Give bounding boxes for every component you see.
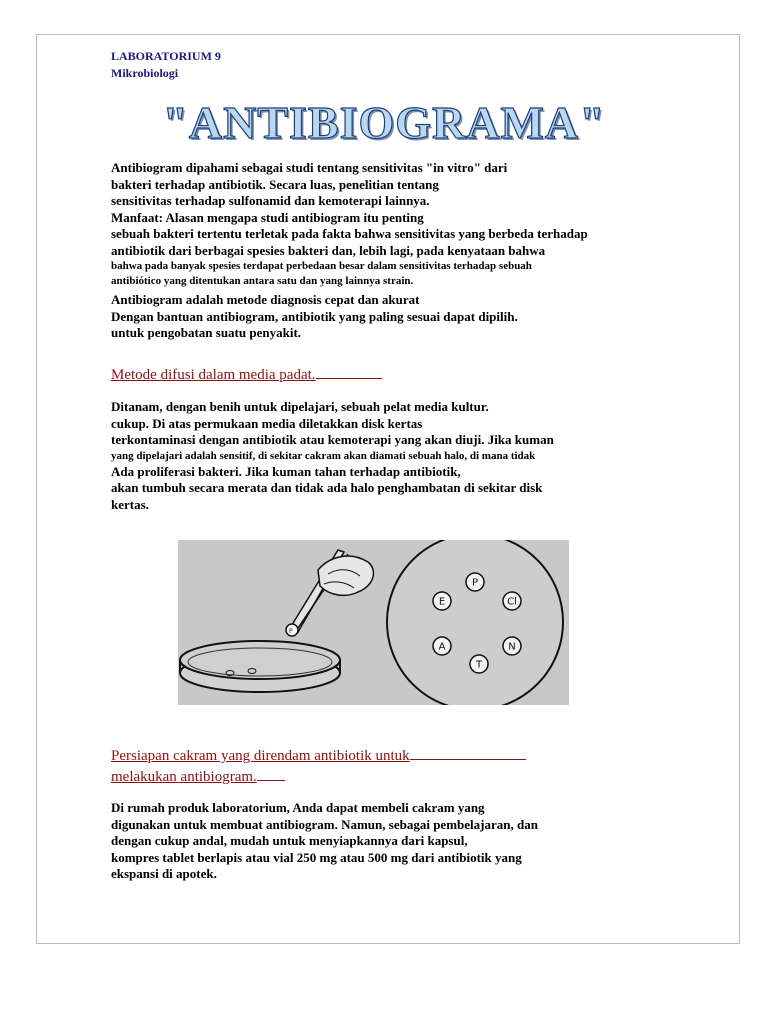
text-line: cukup. Di atas permukaan media diletakkan disk kertas — [111, 415, 423, 431]
antibiotic-disk-label: A — [438, 641, 446, 653]
text-line: Dengan bantuan antibiogram, antibiotik yang paling sesuai dapat dipilih. — [111, 308, 518, 324]
section-heading-preparation: Persiapan cakram yang direndam antibiotik untuk melakukan antibiogram. — [111, 745, 526, 787]
text-line: yang dipelajari adalah sensitif, di sekitar cakram akan diamati sebuah halo, di mana tidak — [111, 449, 536, 462]
intro-paragraph — [111, 160, 588, 342]
text-line: kertas. — [111, 496, 149, 512]
text-line: digunakan untuk membuat antibiogram. Namun, sebagai pembelajaran, dan — [111, 816, 538, 832]
text-line: untuk pengobatan suatu penyakit. — [111, 325, 302, 340]
text-line: terkontaminasi dengan antibiotik atau kemoterapi yang akan diuji. Jika kuman — [111, 432, 554, 447]
lab-subject: Mikrobiologi — [111, 66, 179, 80]
text-line: Antibiogram adalah metode diagnosis cepat dan akurat — [111, 292, 420, 307]
lab-header — [111, 48, 221, 82]
text-line: antibiotik dari berbagai spesies bakteri dan, lebih lagi, pada kenyataan bahwa — [111, 242, 546, 258]
text-line: Ada proliferasi bakteri. Jika kuman tahan terhadap antibiotik, — [111, 463, 461, 479]
text-line: sebuah bakteri tertentu terletak pada fakta bahwa sensitivitas yang berbeda terhadap — [111, 226, 588, 241]
lab-number: LABORATORIUM 9 — [111, 49, 221, 63]
text-line: Ditanam, dengan benih untuk dipelajari, sebuah pelat media kultur. — [111, 399, 489, 414]
text-line: bakteri terhadap antibiotik. Secara luas, penelitian tentang — [111, 176, 439, 192]
preparation-paragraph — [111, 800, 538, 883]
section-heading-diffusion: Metode difusi dalam media padat. — [111, 364, 382, 385]
antibiotic-disk-label: E — [438, 596, 446, 608]
text-line: kompres tablet berlapis atau vial 250 mg atau 500 mg dari antibiotik yang — [111, 849, 522, 865]
text-line: Di rumah produk laboratorium, Anda dapat membeli cakram yang — [111, 800, 485, 815]
petri-dish-drawing — [178, 540, 569, 705]
antibiotic-disk-label: Cl — [507, 596, 517, 608]
antibiotic-disk-label: N — [508, 641, 516, 653]
text-line: Antibiogram dipahami sebagai studi tentang sensitivitas "in vitro" dari — [111, 160, 508, 175]
text-line: bahwa pada banyak spesies terdapat perbedaan besar dalam sensitivitas terhadap sebuah — [111, 260, 532, 272]
diffusion-paragraph — [111, 399, 554, 513]
text-line: antibiótico yang ditentukan antara satu dan yang lainnya strain. — [111, 275, 414, 287]
text-line: Manfaat: Alasan mengapa studi antibiogram itu penting — [111, 209, 424, 225]
text-line: akan tumbuh secara merata dan tidak ada halo penghambatan di sekitar disk — [111, 480, 543, 495]
antibiogram-illustration — [178, 540, 569, 705]
text-line: sensitivitas terhadap sulfonamid dan kemoterapi lainnya. — [111, 193, 430, 208]
text-line: ekspansi di apotek. — [111, 866, 217, 881]
text-line: dengan cukup andal, mudah untuk menyiapkannya dari kapsul, — [111, 833, 468, 848]
svg-text:P: P — [289, 628, 293, 635]
antibiotic-disk-label: T — [475, 659, 483, 671]
page-title: "ANTIBIOGRAMA" — [162, 97, 606, 148]
antibiotic-disk-label: P — [471, 577, 479, 589]
